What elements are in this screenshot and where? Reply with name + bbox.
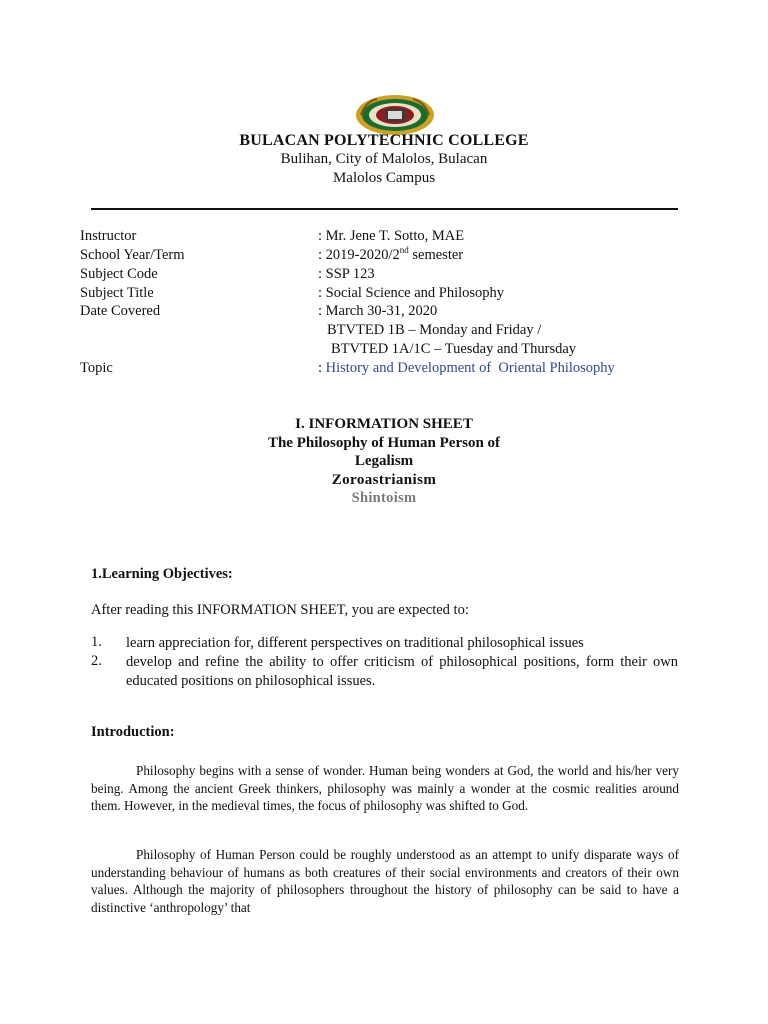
objectives-intro: After reading this INFORMATION SHEET, you are expected to:: [91, 602, 469, 618]
school-year-suffix: semester: [408, 247, 464, 263]
college-name: BULACAN POLYTECHNIC COLLEGE: [239, 132, 529, 149]
topic-label: Topic: [80, 360, 113, 376]
date-covered-label: Date Covered: [80, 303, 161, 319]
college-address: Bulihan, City of Malolos, Bulacan: [280, 151, 488, 167]
objective-item: learn appreciation for, different perspectives on traditional philosophical issues: [126, 635, 584, 651]
sheet-subtitle-4: Shintoism: [351, 490, 417, 506]
sheet-subtitle-1: The Philosophy of Human Person of: [267, 435, 501, 451]
topic-value: [318, 360, 615, 377]
subject-code-value: : SSP 123: [318, 266, 375, 282]
school-year-ordinal: nd: [399, 245, 409, 256]
objectives-heading: 1.Learning Objectives:: [91, 566, 233, 582]
introduction-paragraph-1: Philosophy begins with a sense of wonder. Human being wonders at God, the world and his/her very being. Among the ancient Greek thinkers, philosophy was mainly a wonder at the cosmic realities around them. However, in the medieval times, the focus of philosophy was shifted to God.: [91, 763, 679, 813]
campus-name: Malolos Campus: [332, 170, 436, 186]
schedule-line-2: BTVTED 1A/1C – Tuesday and Thursday: [331, 341, 577, 357]
instructor-value: : Mr. Jene T. Sotto, MAE: [318, 228, 465, 244]
header-divider: [91, 208, 678, 210]
objective-item: develop and refine the ability to offer criticism of philosophical positions, form their own educated positions on philosophical issues.: [126, 654, 678, 689]
sheet-subtitle-2: Legalism: [354, 453, 414, 469]
introduction-paragraph-2: Philosophy of Human Person could be roughly understood as an attempt to unify disparate ways of understanding behaviour of humans as both creatures of their social environments and creators of their own values. Although the majority of philosophers throughout the history of philosophy can be said to have a distinctive ‘anthropology’ that: [91, 847, 679, 915]
subject-code-label: Subject Code: [80, 266, 158, 282]
topic-link[interactable]: History and Development of Oriental Philosophy: [325, 360, 615, 376]
school-year-label: School Year/Term: [80, 247, 185, 263]
sheet-subtitle-3: Zoroastrianism: [331, 472, 437, 488]
objective-number: 1.: [91, 634, 102, 650]
topic-colon: :: [318, 360, 326, 376]
introduction-heading: Introduction:: [91, 724, 175, 740]
college-seal-logo: [355, 94, 435, 136]
subject-title-label: Subject Title: [80, 285, 154, 301]
school-year-value: [318, 247, 463, 264]
objective-number: 2.: [91, 653, 102, 669]
schedule-line-1: BTVTED 1B – Monday and Friday /: [327, 322, 542, 338]
subject-title-value: : Social Science and Philosophy: [318, 285, 505, 301]
instructor-label: Instructor: [80, 228, 137, 244]
date-covered-value: : March 30-31, 2020: [318, 303, 438, 319]
sheet-title: I. INFORMATION SHEET: [295, 416, 473, 432]
school-year-prefix: : 2019-2020/2: [318, 247, 400, 263]
